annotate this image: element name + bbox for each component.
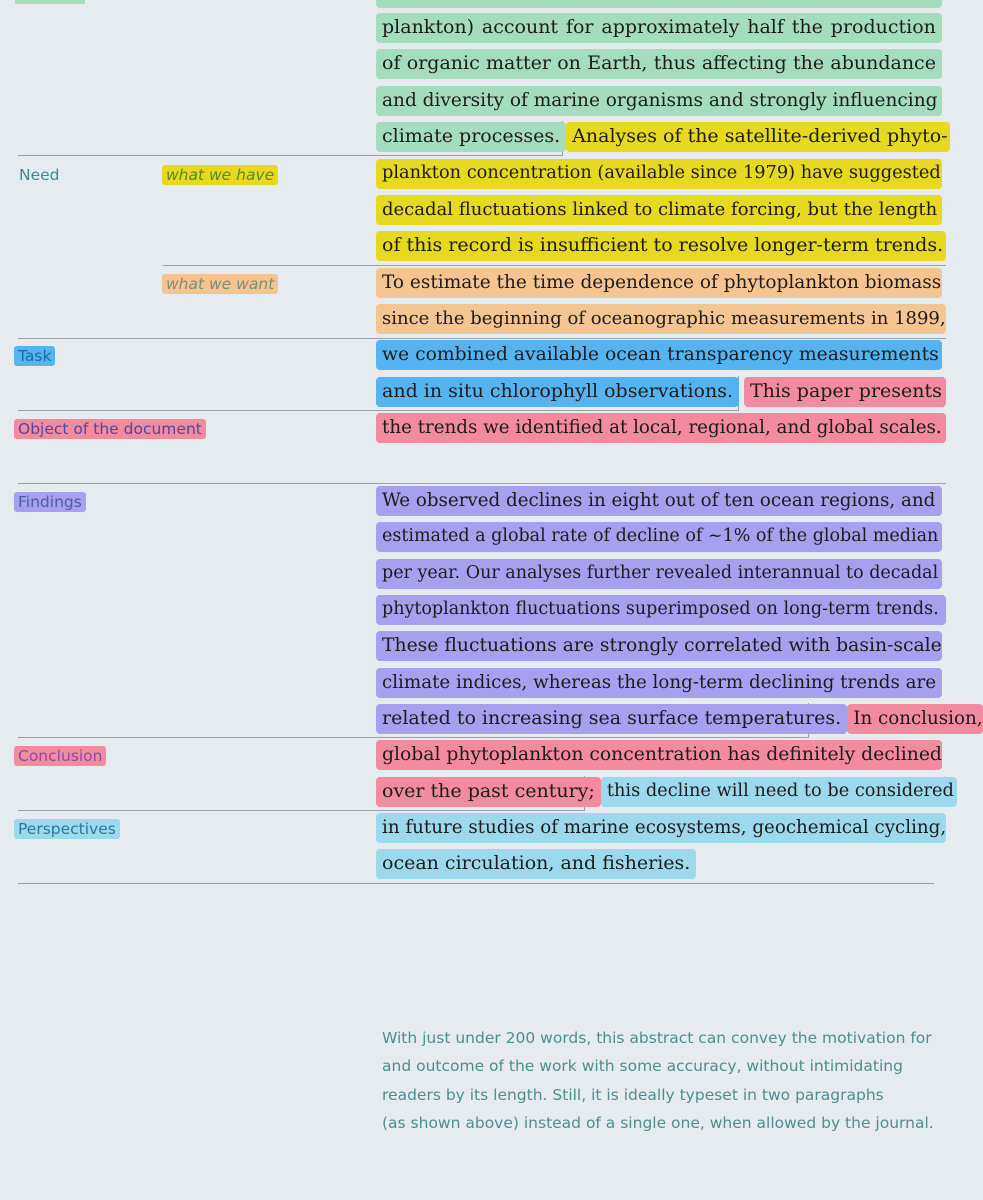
findings-text: phytoplankton fluctuations superimposed on long-term trends.	[376, 595, 946, 625]
abstract-line	[376, 592, 946, 628]
object-text: the trends we identified at local, regional, and global scales.	[376, 413, 946, 443]
conclusion-text: global phytoplankton concentration has definitely declined	[376, 740, 942, 770]
findings-text: per year. Our analyses further revealed interannual to decadal	[376, 559, 942, 589]
context-text: climate processes.	[376, 122, 566, 152]
findings-text: related to increasing sea surface temperatures.	[376, 704, 847, 734]
abstract-line	[376, 410, 946, 446]
conclusion-text: In conclusion,	[847, 704, 983, 734]
note-line: and outcome of the work with some accuracy, without intimidating	[382, 1057, 903, 1076]
note-line: readers by its length. Still, it is ideally typeset in two paragraphs	[382, 1085, 884, 1104]
abstract-line	[376, 301, 946, 337]
abstract-line	[376, 846, 946, 882]
task-text: we combined available ocean transparency measurements	[376, 340, 942, 370]
cut-off-context-highlight	[376, 0, 942, 8]
abstract-line	[376, 628, 942, 664]
label-what-we-have: what we have	[162, 165, 278, 185]
task-text: and in situ chlorophyll observations.	[376, 377, 739, 407]
perspectives-text: ocean circulation, and fisheries.	[376, 849, 696, 879]
context-text: plankton) account for approximately half the production	[376, 13, 942, 43]
abstract-line	[376, 519, 942, 555]
separator-end	[18, 883, 934, 884]
abstract-line	[376, 483, 942, 519]
abstract-line	[376, 46, 942, 82]
abstract-line	[376, 83, 942, 119]
findings-text: estimated a global rate of decline of ~1% of the global median	[376, 522, 942, 552]
abstract-line	[376, 665, 942, 701]
perspectives-text: this decline will need to be considered	[601, 777, 957, 807]
findings-text: We observed declines in eight out of ten ocean regions, and	[376, 486, 942, 516]
object-text: This paper presents	[744, 377, 946, 407]
label-perspectives: Perspectives	[14, 819, 120, 839]
need-have-text: plankton concentration (available since 1979) have suggested	[376, 159, 942, 189]
context-text: and diversity of marine organisms and strongly influencing	[376, 86, 942, 116]
label-object-of-document: Object of the document	[14, 419, 206, 439]
abstract-line	[376, 119, 946, 155]
note-line: (as shown above) instead of a single one, when allowed by the journal.	[382, 1114, 934, 1133]
abstract-line	[376, 265, 942, 301]
abstract-line	[376, 774, 954, 810]
abstract-line	[376, 701, 983, 737]
abstract-line	[376, 337, 942, 373]
need-have-text: decadal fluctuations linked to climate forcing, but the length	[376, 195, 942, 225]
label-what-we-want: what we want	[162, 274, 278, 294]
label-need: Need	[19, 166, 60, 184]
note-line: With just under 200 words, this abstract can convey the motivation for	[382, 1029, 932, 1047]
need-want-text: since the beginning of oceanographic measurements in 1899,	[376, 304, 946, 334]
abstract-line	[376, 374, 946, 410]
conclusion-text: over the past century;	[376, 777, 601, 807]
commentary-note	[382, 1024, 952, 1138]
label-task: Task	[14, 346, 55, 366]
label-findings: Findings	[14, 492, 86, 512]
abstract-line	[376, 810, 946, 846]
need-want-text: To estimate the time dependence of phytoplankton biomass	[376, 268, 942, 298]
context-text: of organic matter on Earth, thus affecting the abundance	[376, 49, 942, 79]
abstract-line	[376, 192, 942, 228]
abstract-line	[376, 156, 942, 192]
need-have-text: Analyses of the satellite-derived phyto-	[566, 122, 950, 152]
perspectives-text: in future studies of marine ecosystems, geochemical cycling,	[376, 813, 946, 843]
abstract-line	[376, 556, 942, 592]
label-conclusion: Conclusion	[14, 746, 106, 766]
abstract-line	[376, 737, 942, 773]
need-have-text: of this record is insufficient to resolve longer-term trends.	[376, 231, 946, 261]
findings-text: climate indices, whereas the long-term declining trends are	[376, 668, 942, 698]
abstract-line	[376, 228, 946, 264]
findings-text: These fluctuations are strongly correlated with basin-scale	[376, 631, 942, 661]
cut-off-label-highlight	[15, 0, 85, 4]
abstract-line	[376, 10, 942, 46]
